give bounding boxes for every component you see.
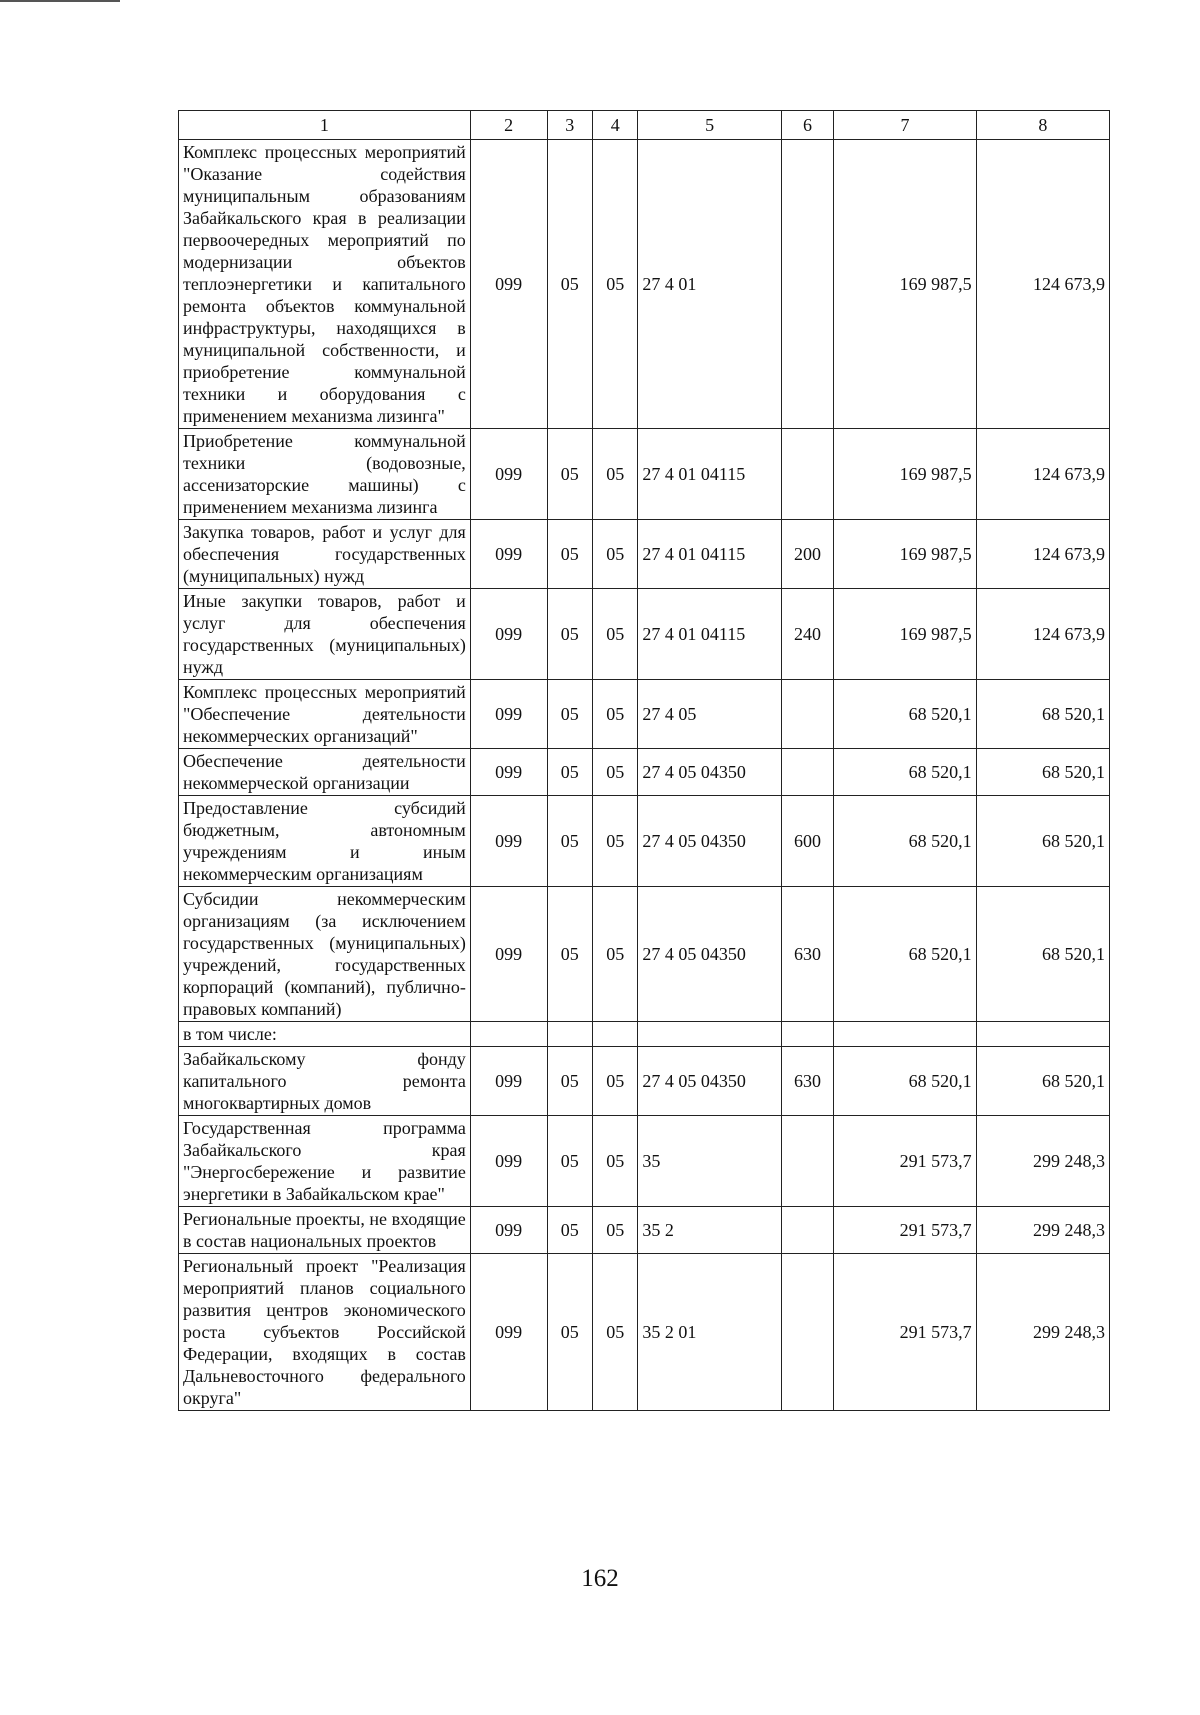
cell-col-4: 05 [592,520,637,589]
cell-col-2: 099 [470,1047,547,1116]
cell-col-8: 299 248,3 [976,1254,1109,1411]
cell-col-4: 05 [592,1116,637,1207]
cell-col-6 [781,749,834,796]
cell-col-6: 240 [781,589,834,680]
cell-col-4 [592,1022,637,1047]
cell-col-2: 099 [470,1254,547,1411]
cell-col-4: 05 [592,429,637,520]
cell-col-2: 099 [470,796,547,887]
cell-col-3: 05 [547,520,592,589]
column-header: 5 [638,111,781,140]
cell-col-5 [638,1022,781,1047]
cell-col-7: 68 520,1 [834,680,976,749]
cell-col-2: 099 [470,520,547,589]
table-row [179,589,1110,680]
table-row [179,520,1110,589]
cell-col-7: 68 520,1 [834,1047,976,1116]
row-description: в том числе: [179,1022,471,1047]
table-row [179,887,1110,1022]
table-row [179,1022,1110,1047]
cell-col-7: 291 573,7 [834,1254,976,1411]
cell-col-8 [976,1022,1109,1047]
cell-col-8: 299 248,3 [976,1207,1109,1254]
cell-col-7: 291 573,7 [834,1207,976,1254]
cell-col-2: 099 [470,429,547,520]
header-row [179,111,1110,140]
column-header: 3 [547,111,592,140]
row-description: Региональный проект "Реализация мероприятий планов социального развития центров экономического роста субъектов Российской Федерации, входящих в состав Дальневосточного федерального округа" [179,1254,471,1411]
cell-col-7: 169 987,5 [834,589,976,680]
table-row [179,680,1110,749]
cell-col-6: 600 [781,796,834,887]
scan-edge-mark [0,0,120,2]
cell-col-4: 05 [592,749,637,796]
row-description: Субсидии некоммерческим организациям (за исключением государственных (муниципальных) учреждений, государственных корпораций (компаний), публично-правовых компаний) [179,887,471,1022]
table-row [179,140,1110,429]
column-header: 6 [781,111,834,140]
cell-col-7: 291 573,7 [834,1116,976,1207]
row-description: Приобретение коммунальной техники (водовозные, ассенизаторские машины) с применением механизма лизинга [179,429,471,520]
cell-col-5: 35 2 01 [638,1254,781,1411]
cell-col-3: 05 [547,140,592,429]
table-row [179,429,1110,520]
cell-col-7: 169 987,5 [834,520,976,589]
row-description: Предоставление субсидий бюджетным, автономным учреждениям и иным некоммерческим организациям [179,796,471,887]
cell-col-3: 05 [547,1207,592,1254]
cell-col-6 [781,680,834,749]
cell-col-7 [834,1022,976,1047]
cell-col-3: 05 [547,1116,592,1207]
cell-col-4: 05 [592,589,637,680]
table-body [179,140,1110,1411]
cell-col-8: 68 520,1 [976,887,1109,1022]
cell-col-5: 27 4 05 04350 [638,887,781,1022]
column-header: 1 [179,111,471,140]
cell-col-3: 05 [547,796,592,887]
column-header: 4 [592,111,637,140]
cell-col-3 [547,1022,592,1047]
cell-col-6: 200 [781,520,834,589]
table-row [179,1116,1110,1207]
column-header: 8 [976,111,1109,140]
cell-col-6 [781,429,834,520]
cell-col-4: 05 [592,887,637,1022]
page-number: 162 [581,1565,619,1592]
cell-col-5: 27 4 01 04115 [638,520,781,589]
row-description: Иные закупки товаров, работ и услуг для обеспечения государственных (муниципальных) нужд [179,589,471,680]
cell-col-7: 68 520,1 [834,887,976,1022]
cell-col-5: 27 4 05 04350 [638,749,781,796]
cell-col-3: 05 [547,589,592,680]
table-row [179,749,1110,796]
budget-table [178,110,1110,1411]
cell-col-3: 05 [547,429,592,520]
cell-col-2: 099 [470,1116,547,1207]
cell-col-4: 05 [592,680,637,749]
cell-col-6 [781,1022,834,1047]
cell-col-2: 099 [470,887,547,1022]
cell-col-8: 68 520,1 [976,749,1109,796]
cell-col-7: 68 520,1 [834,749,976,796]
cell-col-5: 27 4 01 [638,140,781,429]
cell-col-7: 169 987,5 [834,429,976,520]
cell-col-6 [781,1116,834,1207]
cell-col-8: 68 520,1 [976,796,1109,887]
cell-col-2: 099 [470,1207,547,1254]
cell-col-7: 68 520,1 [834,796,976,887]
cell-col-6 [781,1207,834,1254]
table-row [179,1047,1110,1116]
cell-col-6: 630 [781,1047,834,1116]
cell-col-8: 124 673,9 [976,589,1109,680]
cell-col-8: 124 673,9 [976,429,1109,520]
cell-col-4: 05 [592,1207,637,1254]
cell-col-3: 05 [547,1254,592,1411]
row-description: Государственная программа Забайкальского края "Энергосбережение и развитие энергетики в Забайкальском крае" [179,1116,471,1207]
column-header: 7 [834,111,976,140]
row-description: Региональные проекты, не входящие в состав национальных проектов [179,1207,471,1254]
cell-col-8: 68 520,1 [976,680,1109,749]
cell-col-5: 27 4 01 04115 [638,589,781,680]
cell-col-4: 05 [592,796,637,887]
cell-col-6 [781,1254,834,1411]
cell-col-8: 124 673,9 [976,140,1109,429]
row-description: Забайкальскому фонду капитального ремонта многоквартирных домов [179,1047,471,1116]
table-row [179,1254,1110,1411]
cell-col-2: 099 [470,140,547,429]
cell-col-5: 27 4 05 04350 [638,1047,781,1116]
table-row [179,796,1110,887]
cell-col-4: 05 [592,1254,637,1411]
cell-col-2 [470,1022,547,1047]
cell-col-2: 099 [470,589,547,680]
column-header: 2 [470,111,547,140]
cell-col-3: 05 [547,749,592,796]
cell-col-8: 68 520,1 [976,1047,1109,1116]
cell-col-4: 05 [592,1047,637,1116]
cell-col-4: 05 [592,140,637,429]
cell-col-6 [781,140,834,429]
cell-col-5: 35 2 [638,1207,781,1254]
cell-col-3: 05 [547,887,592,1022]
cell-col-8: 124 673,9 [976,520,1109,589]
cell-col-2: 099 [470,680,547,749]
cell-col-5: 35 [638,1116,781,1207]
row-description: Обеспечение деятельности некоммерческой организации [179,749,471,796]
table-row [179,1207,1110,1254]
cell-col-5: 27 4 05 04350 [638,796,781,887]
cell-col-3: 05 [547,1047,592,1116]
cell-col-3: 05 [547,680,592,749]
cell-col-7: 169 987,5 [834,140,976,429]
cell-col-5: 27 4 05 [638,680,781,749]
cell-col-8: 299 248,3 [976,1116,1109,1207]
cell-col-2: 099 [470,749,547,796]
row-description: Комплекс процессных мероприятий "Оказание содействия муниципальным образованиям Забайкальского края в реализации первоочередных мероприятий по модернизации объектов теплоэнергетики и капитального ремонта объектов коммунальной инфраструктуры, находящихся в муниципальной собственности, и приобретение коммунальной техники и оборудования с применением механизма лизинга" [179,140,471,429]
cell-col-6: 630 [781,887,834,1022]
cell-col-5: 27 4 01 04115 [638,429,781,520]
row-description: Комплекс процессных мероприятий "Обеспечение деятельности некоммерческих организаций" [179,680,471,749]
row-description: Закупка товаров, работ и услуг для обеспечения государственных (муниципальных) нужд [179,520,471,589]
